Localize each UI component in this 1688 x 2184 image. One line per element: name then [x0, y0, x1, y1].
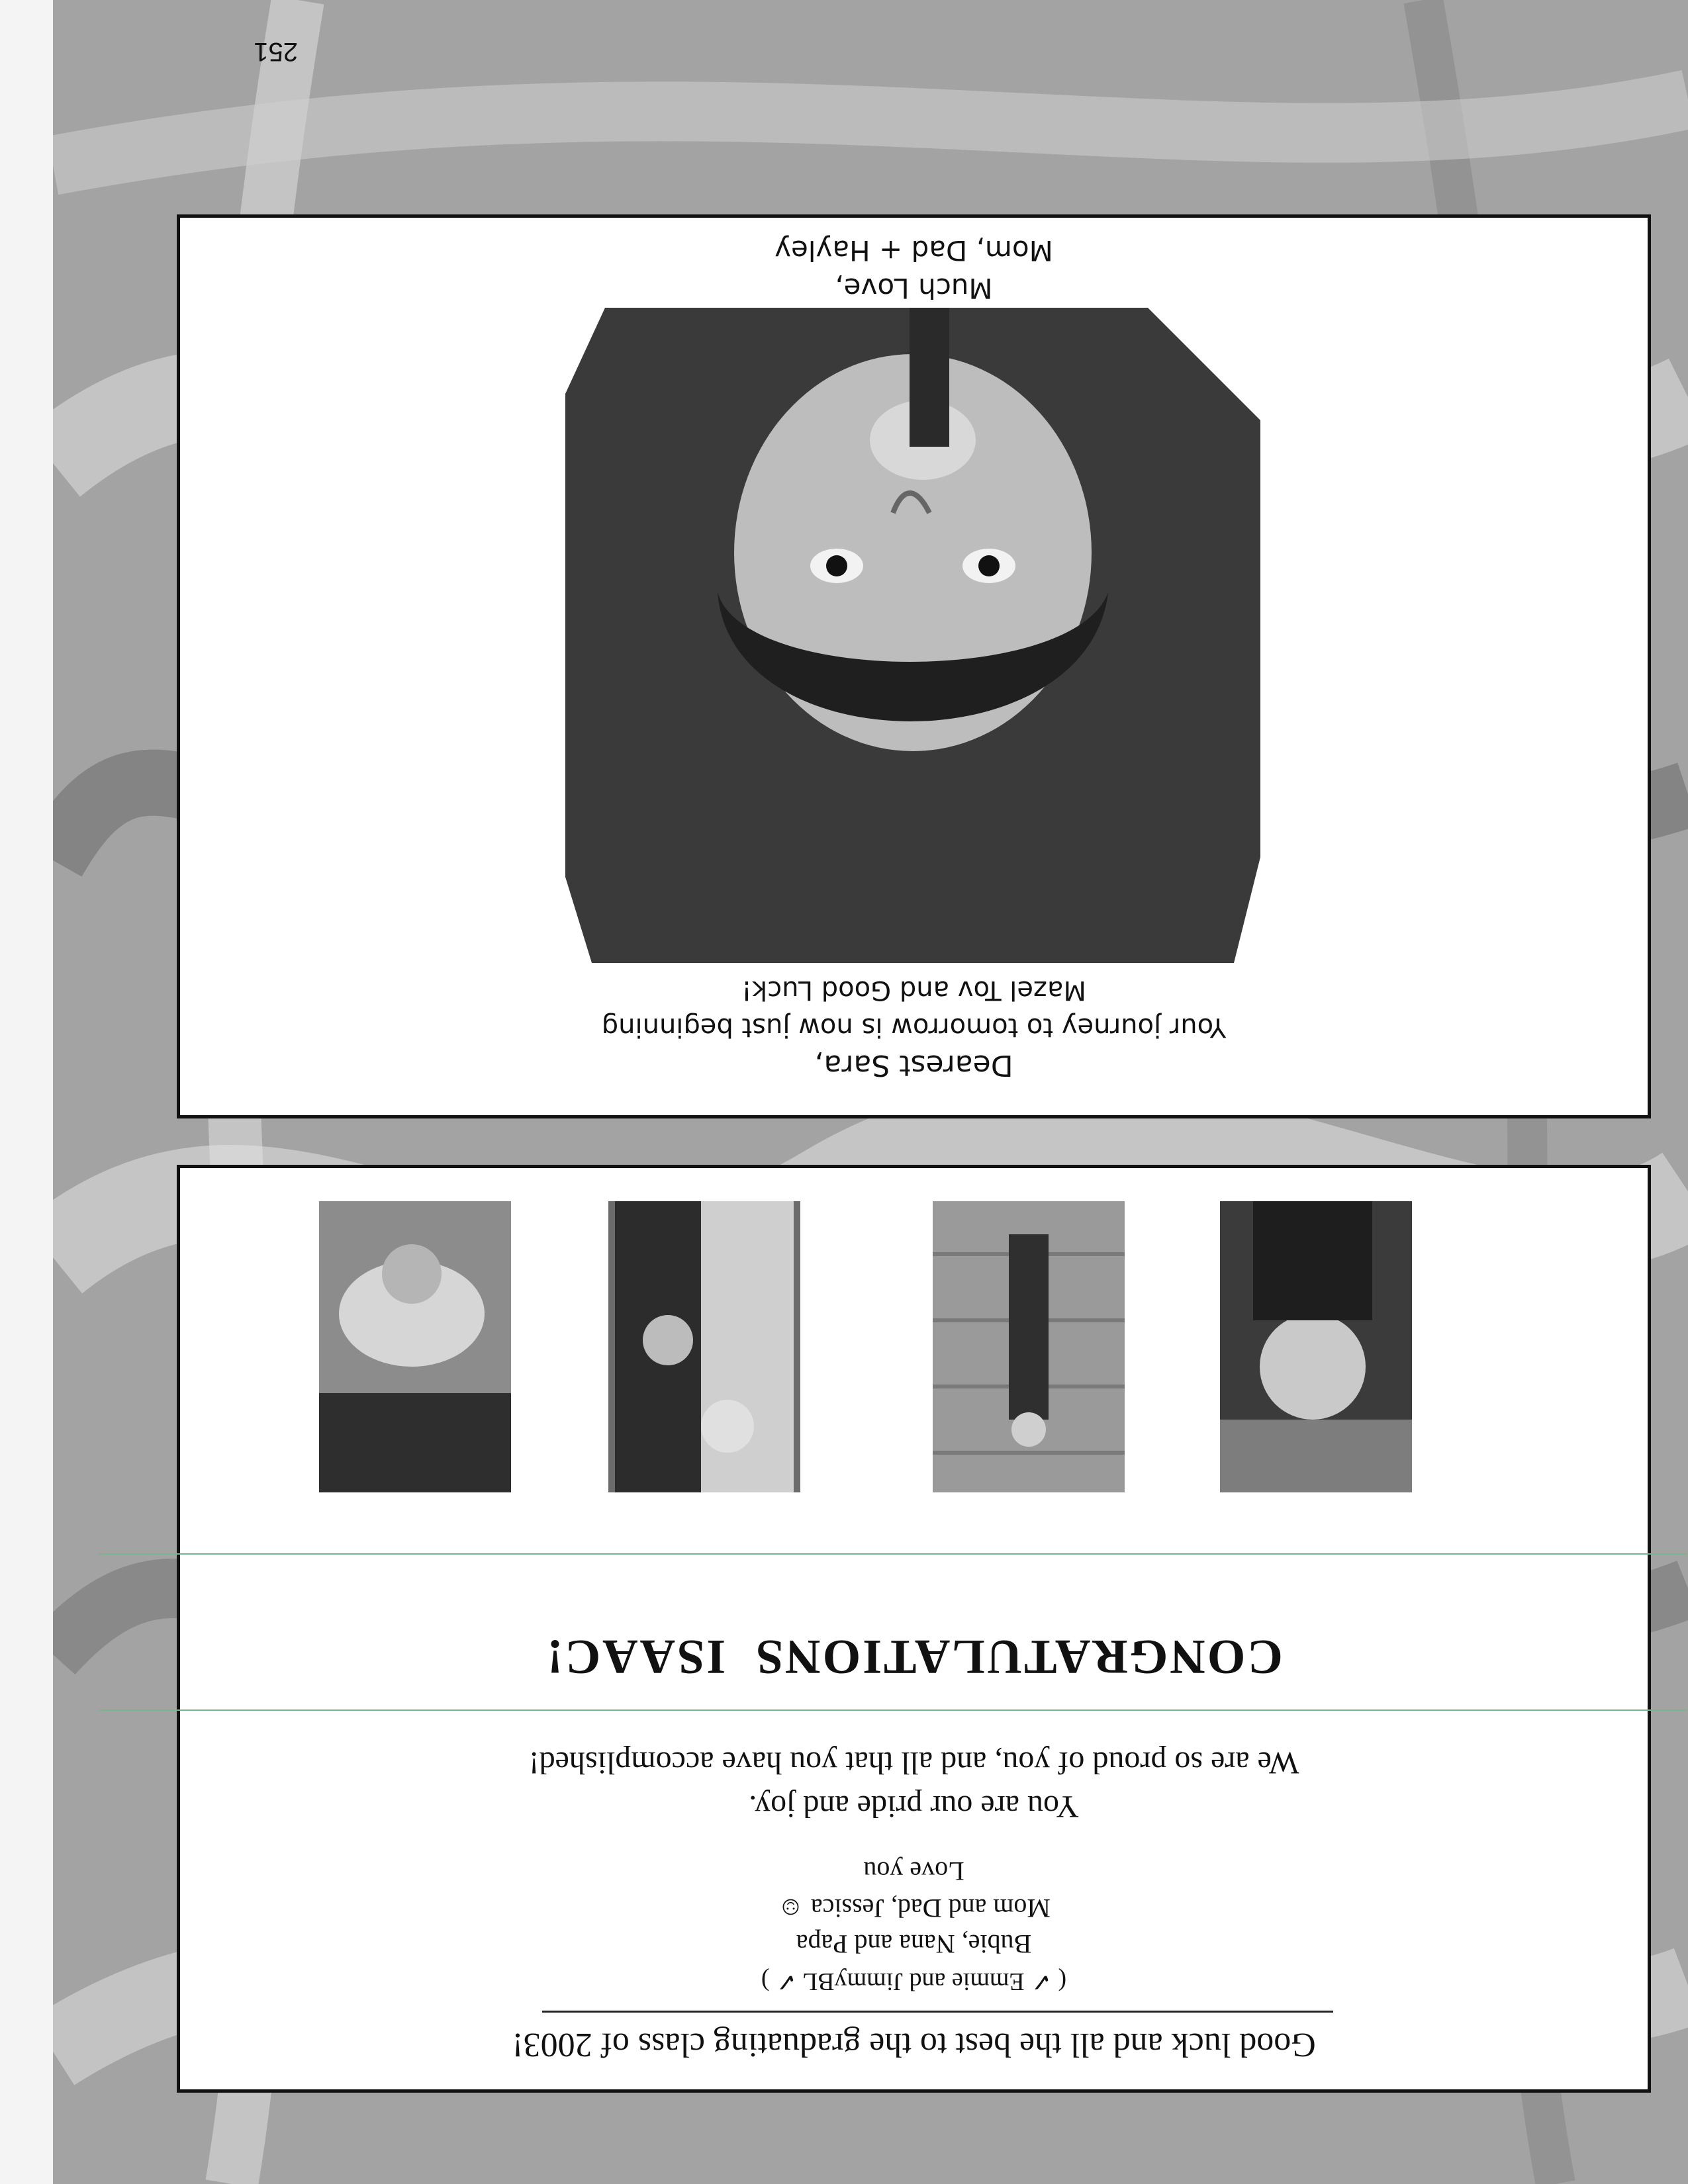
isaac-photo-thumbnail: [933, 1201, 1125, 1492]
isaac-photo-thumbnail: [1220, 1201, 1412, 1492]
love-line: Love you: [863, 1856, 964, 1886]
signer-line: Bubie, Nana and Papa: [796, 1929, 1032, 1959]
isaac-message-line: You are our pride and joy.: [749, 1789, 1079, 1824]
page-edge-strip: [0, 0, 53, 2184]
sara-closing: Much Love,: [835, 272, 993, 304]
scan-guide-line: [99, 1709, 1687, 1711]
page-number: 251: [254, 37, 298, 66]
divider-line: [542, 2011, 1333, 2013]
isaac-message-line: We are so proud of you, and all that you have accomplished!: [528, 1745, 1299, 1780]
isaac-photo-thumbnail: [608, 1201, 800, 1492]
photo-boy-portrait: [1220, 1201, 1412, 1492]
scan-guide-line: [99, 1553, 1687, 1555]
sara-message-panel: [177, 214, 1651, 1118]
sara-message-line: Mazel Tov and Good Luck!: [741, 975, 1087, 1005]
sara-portrait-photo: [565, 308, 1260, 963]
signer-line: ( ✓ Emmie and JimmyBL ✓ ): [761, 1968, 1067, 1995]
sara-portrait-image: [565, 308, 1260, 963]
sara-salutation: Dearest Sara,: [814, 1048, 1013, 1082]
photo-boy-standing: [933, 1201, 1125, 1492]
photo-boy-in-blanket: [319, 1201, 511, 1492]
signer-line: Mom and Dad, Jessica ☺: [777, 1893, 1051, 1923]
sara-signers: Mom, Dad + Hayley: [774, 234, 1053, 267]
sara-message-line: Your journey to tomorrow is now just beginning: [601, 1012, 1227, 1042]
isaac-headline: CONGRATULATIONS ISAAC!: [545, 1629, 1283, 1684]
class-wish-line: Good luck and all the best to the graduating class of 2003!: [512, 2026, 1316, 2064]
isaac-photo-thumbnail: [319, 1201, 511, 1492]
photo-two-children: [608, 1201, 800, 1492]
isaac-message-panel: [177, 1165, 1651, 2093]
